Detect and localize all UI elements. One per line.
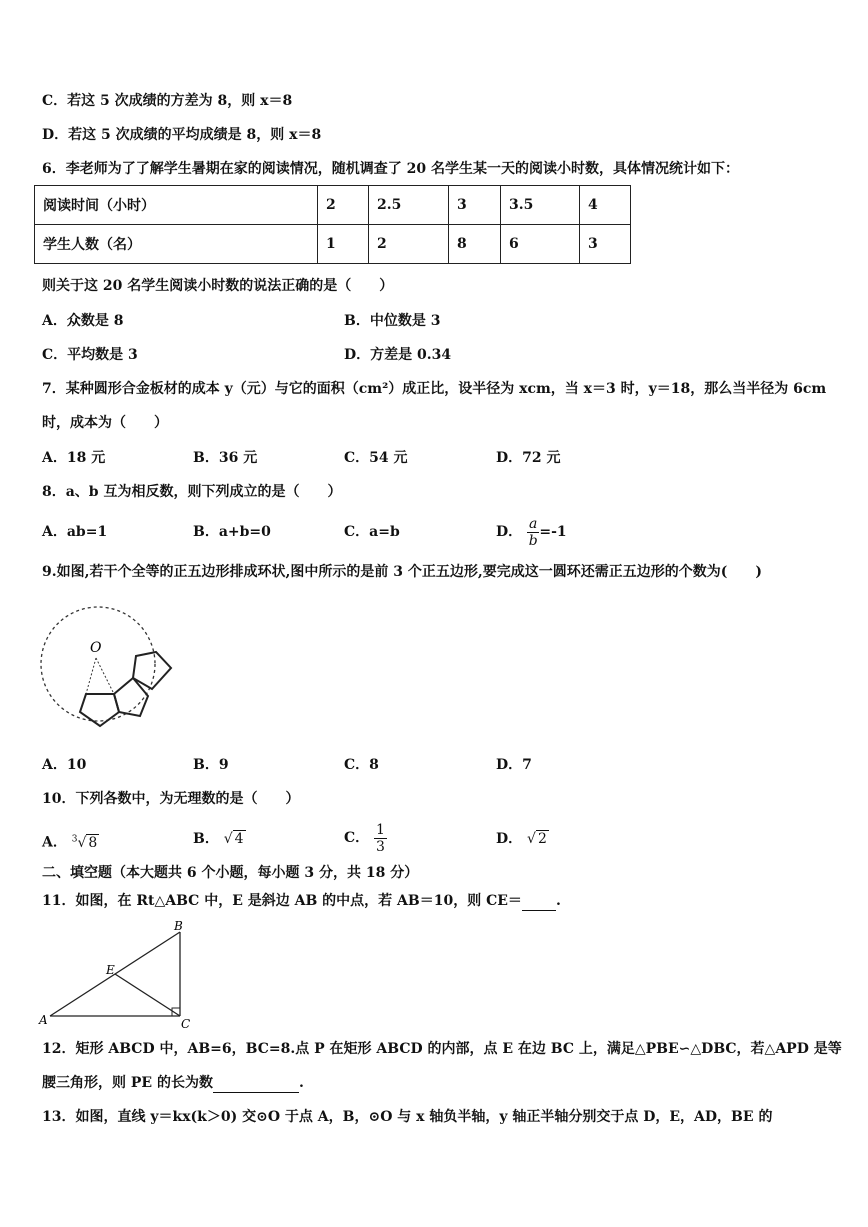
section-2-heading: 二、填空题（本大题共 6 个小题，每小题 3 分，共 18 分） xyxy=(42,865,419,881)
q12-stem-text: 腰三角形，则 PE 的长为数 xyxy=(42,1075,213,1091)
answer-blank xyxy=(213,1074,299,1093)
q12-stem-line2 xyxy=(42,1074,304,1093)
pentagon xyxy=(80,694,119,726)
q8-option-c: C．a=b xyxy=(344,524,400,540)
q6-option-a: A．众数是 8 xyxy=(42,313,124,329)
segment-ce xyxy=(115,974,180,1016)
table-row xyxy=(35,225,631,264)
q7-option-a: A．18 元 xyxy=(42,450,106,466)
table-cell: 1 xyxy=(318,225,369,264)
fraction-denominator: 3 xyxy=(376,838,385,855)
q5-option-d: D．若这 5 次成绩的平均成绩是 8，则 x＝8 xyxy=(42,127,322,143)
q8-option-d xyxy=(496,514,567,550)
table-row xyxy=(35,186,631,225)
q6-stats-table xyxy=(34,185,631,264)
option-prefix: C． xyxy=(344,830,370,846)
table-cell: 2 xyxy=(369,225,449,264)
radicand: 2 xyxy=(537,831,547,847)
square-root: √ 2 xyxy=(527,831,547,847)
q13-stem-line1: 13．如图，直线 y＝kx(k＞0) 交⊙O 于点 A，B，⊙O 与 x 轴负半轴，y 轴正半轴分别交于点 D，E，AD，BE 的 xyxy=(42,1109,773,1125)
q11-right-triangle-figure xyxy=(36,918,196,1030)
radicand: 8 xyxy=(88,834,98,851)
cube-root: $^3$√ 8 xyxy=(71,834,98,851)
option-suffix: =-1 xyxy=(539,524,567,540)
q12-stem-end: . xyxy=(298,1075,304,1091)
q8-option-a: A．ab=1 xyxy=(42,524,108,540)
q11-stem-end: . xyxy=(555,893,561,909)
fraction xyxy=(374,822,387,855)
table-cell: 2.5 xyxy=(369,186,449,225)
table-cell: 3 xyxy=(580,225,631,264)
q7-option-d: D．72 元 xyxy=(496,450,561,466)
label-a: A xyxy=(39,1013,48,1027)
q11-stem xyxy=(42,892,561,911)
q10-option-a xyxy=(42,830,99,852)
q7-stem-line2: 时，成本为（ ） xyxy=(42,415,168,431)
label-e: E xyxy=(106,963,115,977)
fraction xyxy=(527,516,539,549)
option-prefix: B． xyxy=(193,831,219,847)
table-cell: 3.5 xyxy=(501,186,580,225)
q6-question: 则关于这 20 名学生阅读小时数的说法正确的是（ ） xyxy=(42,278,394,294)
option-prefix: D． xyxy=(496,831,523,847)
fraction-numerator: a xyxy=(529,515,538,532)
q7-stem-line1: 7．某种圆形合金板材的成本 y（元）与它的面积（cm²）成正比，设半径为 xcm，当 x＝3 时，y＝18，那么当半径为 6cm xyxy=(42,381,827,397)
root-index: 3 xyxy=(71,834,78,844)
label-b: B xyxy=(174,919,183,933)
dashed-radius xyxy=(96,658,114,694)
q9-option-d: D．7 xyxy=(496,757,532,773)
option-prefix: A． xyxy=(42,834,67,851)
answer-blank xyxy=(522,892,556,911)
q7-option-c: C．54 元 xyxy=(344,450,408,466)
fraction-denominator: b xyxy=(528,532,538,549)
radicand: 4 xyxy=(234,831,244,847)
table-cell: 6 xyxy=(501,225,580,264)
q11-stem-text: 11．如图，在 Rt△ABC 中，E 是斜边 AB 的中点，若 AB＝10，则 CE＝ xyxy=(42,893,522,909)
q9-stem: 9.如图,若干个全等的正五边形排成环状,图中所示的是前 3 个正五边形,要完成这一圆环还需正五边形的个数为( ) xyxy=(42,564,762,580)
label-c: C xyxy=(181,1017,191,1030)
q10-option-d xyxy=(496,830,549,848)
q6-option-d: D．方差是 0.34 xyxy=(344,347,452,363)
q10-option-c xyxy=(344,820,387,856)
q9-option-b: B．9 xyxy=(193,757,229,773)
q5-option-c: C．若这 5 次成绩的方差为 8，则 x＝8 xyxy=(42,93,293,109)
q9-option-a: A．10 xyxy=(42,757,87,773)
table-cell: 学生人数（名） xyxy=(35,225,318,264)
table-cell: 3 xyxy=(449,186,501,225)
table-cell: 4 xyxy=(580,186,631,225)
q8-stem: 8．a、b 互为相反数，则下列成立的是（ ） xyxy=(42,484,342,500)
q9-pentagon-ring-figure xyxy=(40,598,180,740)
dashed-radius xyxy=(86,658,96,694)
square-root: √ 4 xyxy=(223,831,244,847)
q10-option-b xyxy=(193,830,246,848)
q6-option-c: C．平均数是 3 xyxy=(42,347,138,363)
center-label-o: O xyxy=(90,640,102,656)
option-prefix: D． xyxy=(496,524,523,540)
table-cell: 8 xyxy=(449,225,501,264)
fraction-numerator: 1 xyxy=(376,821,385,838)
table-cell: 2 xyxy=(318,186,369,225)
q6-option-b: B．中位数是 3 xyxy=(344,313,441,329)
table-cell: 阅读时间（小时） xyxy=(35,186,318,225)
q12-stem-line1: 12．矩形 ABCD 中，AB=6，BC=8.点 P 在矩形 ABCD 的内部，点 E 在边 BC 上，满足△PBE∽△DBC，若△APD 是等 xyxy=(42,1041,842,1057)
q6-stem: 6．李老师为了了解学生暑期在家的阅读情况，随机调查了 20 名学生某一天的阅读小时数，具体情况统计如下： xyxy=(42,161,739,177)
dashed-circle xyxy=(41,607,155,721)
q9-option-c: C．8 xyxy=(344,757,379,773)
q7-option-b: B．36 元 xyxy=(193,450,258,466)
q10-stem: 10．下列各数中，为无理数的是（ ） xyxy=(42,791,300,807)
q8-option-b: B．a+b=0 xyxy=(193,524,271,540)
